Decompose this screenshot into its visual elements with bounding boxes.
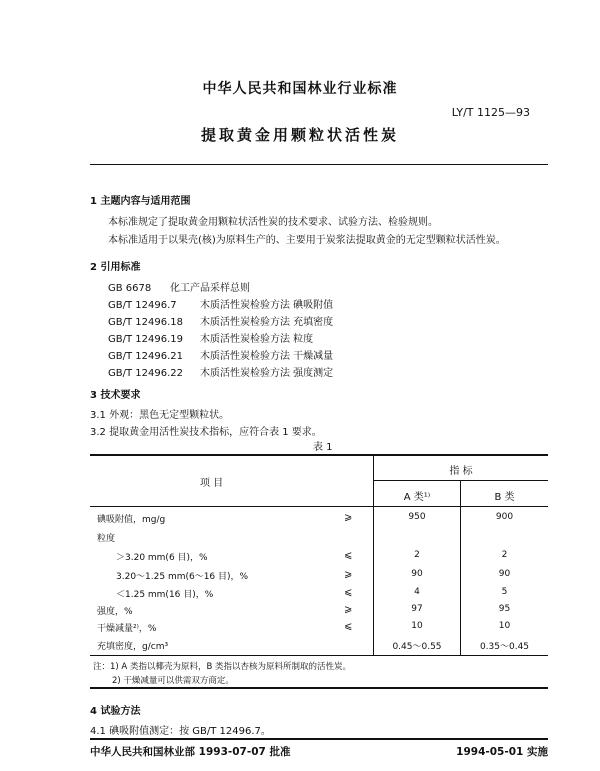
row-value-a: 90 xyxy=(411,569,423,579)
row-label: 干燥减量²⁾，% xyxy=(97,624,157,634)
header-class-a: A 类¹⁾ xyxy=(403,492,431,503)
reference-item xyxy=(108,364,333,381)
row-operator: ⩾ xyxy=(344,512,353,523)
title-rule xyxy=(90,164,548,165)
table-caption: 表 1 xyxy=(313,442,333,453)
row-value-b: 95 xyxy=(498,604,511,614)
clause-3-1: 3.1 外观：黑色无定型颗粒状。 xyxy=(90,410,230,421)
footer-rule xyxy=(90,738,548,740)
row-value-b: 90 xyxy=(498,569,511,579)
section-1-para-2: 本标准适用于以果壳(核)为原料生产的、主要用于炭浆法提取黄金的无定型颗粒状活性炭。 xyxy=(108,235,506,246)
ref-code: GB/T 12496.22 xyxy=(108,368,183,379)
header-class-b: B 类 xyxy=(494,492,515,503)
row-operator: ⩾ xyxy=(344,569,353,580)
clause-4-1: 4.1 碘吸附值测定：按 GB/T 12496.7。 xyxy=(90,726,271,737)
ref-title: 木质活性炭检验方法 充填密度 xyxy=(200,317,334,328)
row-value-b: 10 xyxy=(498,621,511,631)
row-operator: ⩽ xyxy=(344,550,353,561)
reference-list xyxy=(108,279,333,381)
row-label: 强度，% xyxy=(97,607,133,617)
reference-item xyxy=(108,296,333,313)
row-value-a: 97 xyxy=(411,604,423,614)
section-4-heading: 4 试验方法 xyxy=(90,706,141,717)
section-3-heading: 3 技术要求 xyxy=(90,390,141,401)
row-value-a: 10 xyxy=(411,621,423,631)
row-value-a: 2 xyxy=(414,550,420,560)
reference-item xyxy=(108,313,333,330)
row-operator: ⩾ xyxy=(344,604,353,615)
org-title: 中华人民共和国林业行业标准 xyxy=(202,81,398,97)
row-label: 充填密度，g/cm³ xyxy=(97,642,169,652)
row-value-b: 900 xyxy=(495,512,514,522)
approval-line: 中华人民共和国林业部 1993-07-07 批准 xyxy=(90,746,291,758)
ref-code: GB/T 12496.19 xyxy=(108,334,183,345)
std-number: LY/T 1125—93 xyxy=(451,106,530,119)
section-1-heading: 1 主题内容与适用范围 xyxy=(90,196,191,207)
table-header-rule xyxy=(90,506,548,507)
row-label: ＜1.25 mm(16 目)，% xyxy=(116,590,214,600)
ref-title: 化工产品采样总则 xyxy=(170,283,250,294)
clause-3-2: 3.2 提取黄金用活性炭技术指标，应符合表 1 要求。 xyxy=(90,427,322,438)
row-label: 3.20～1.25 mm(6～16 目)，% xyxy=(116,572,249,582)
table-top-rule xyxy=(90,454,548,456)
ref-code: GB/T 12496.21 xyxy=(108,351,183,362)
section-1-para-1: 本标准规定了提取黄金用颗粒状活性炭的技术要求、试验方法、检验规则。 xyxy=(108,217,438,228)
row-label: 粒度 xyxy=(97,534,116,544)
row-operator: ⩽ xyxy=(344,621,353,632)
reference-item xyxy=(108,279,333,296)
table-note-2: 2) 干燥减量可以供需双方商定。 xyxy=(112,676,234,686)
ref-title: 木质活性炭检验方法 粒度 xyxy=(200,334,314,345)
table-subheader-rule xyxy=(373,480,548,481)
row-value-b: 0.35～0.45 xyxy=(479,642,530,652)
row-value-a: 950 xyxy=(408,512,426,522)
row-value-a: 4 xyxy=(414,587,420,597)
ref-code: GB 6678 xyxy=(108,283,152,294)
ref-title: 木质活性炭检验方法 干燥减量 xyxy=(200,351,334,362)
header-item: 项 目 xyxy=(200,478,224,489)
table-note-1: 注：1) A 类指以椰壳为原料，B 类指以杏核为原料所制取的活性炭。 xyxy=(93,662,351,672)
ref-title: 木质活性炭检验方法 碘吸附值 xyxy=(200,300,334,311)
reference-item xyxy=(108,347,333,364)
reference-item xyxy=(108,330,333,347)
ref-title: 木质活性炭检验方法 强度测定 xyxy=(200,368,334,379)
row-value-a: 0.45～0.55 xyxy=(392,642,442,652)
ref-code: GB/T 12496.7 xyxy=(108,300,177,311)
row-label: ＞3.20 mm(6 目)，% xyxy=(116,553,208,563)
effective-date: 1994-05-01 实施 xyxy=(456,746,548,758)
section-2-heading: 2 引用标准 xyxy=(90,262,141,273)
doc-title: 提取黄金用颗粒状活性炭 xyxy=(200,126,399,144)
header-index: 指 标 xyxy=(449,466,473,477)
row-value-b: 2 xyxy=(501,550,508,560)
table-bottom-rule xyxy=(90,687,548,689)
row-label: 碘吸附值，mg/g xyxy=(97,515,166,525)
table-body-rule xyxy=(90,655,548,656)
ref-code: GB/T 12496.18 xyxy=(108,317,183,328)
row-value-b: 5 xyxy=(501,587,508,597)
row-operator: ⩽ xyxy=(344,587,353,598)
